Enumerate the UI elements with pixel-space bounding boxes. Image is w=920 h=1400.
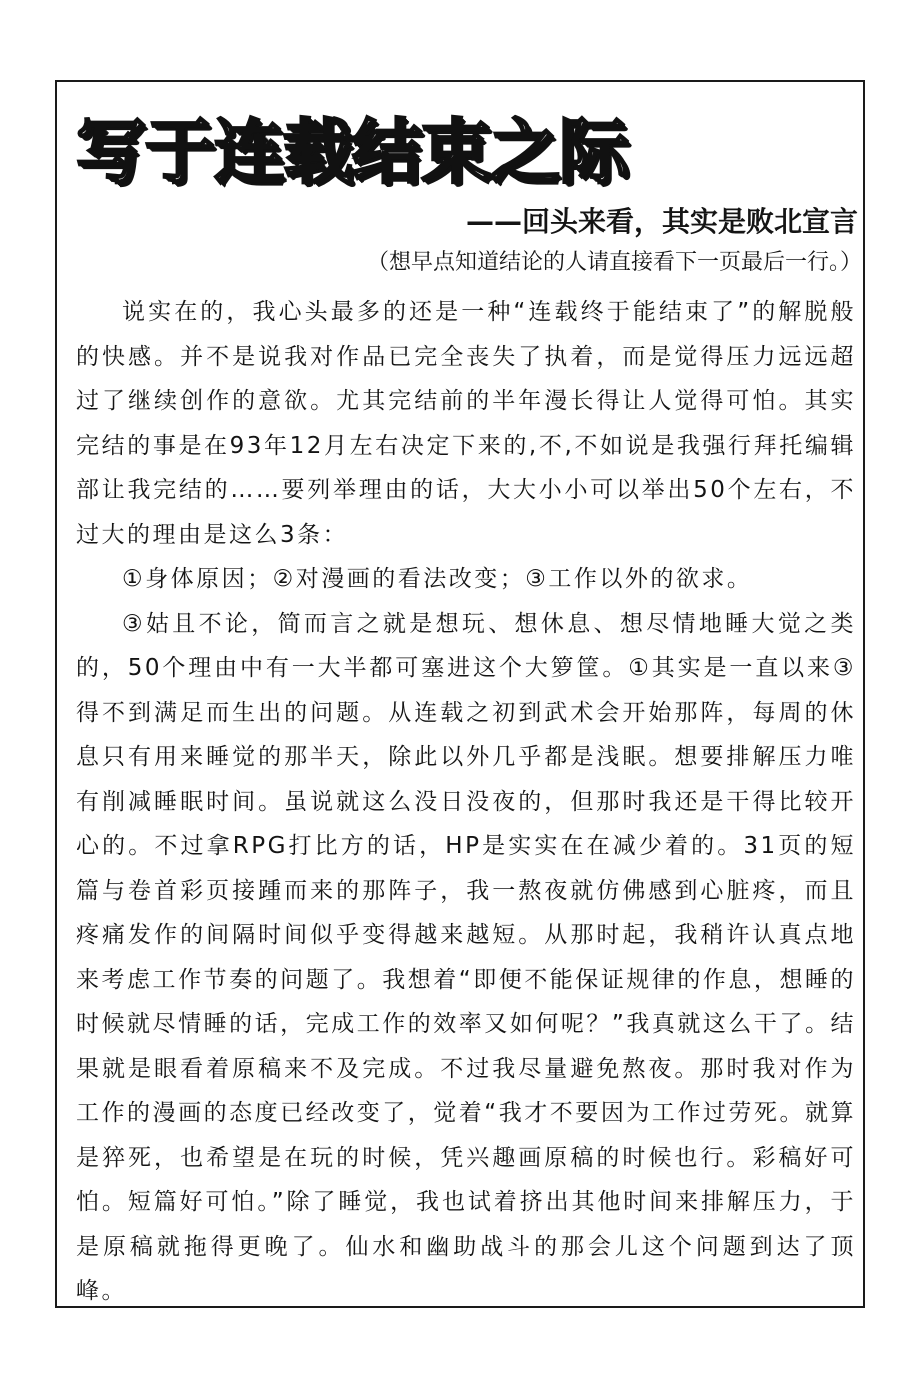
paragraph: ③姑且不论，简而言之就是想玩、想休息、想尽情地睡大觉之类的，50个理由中有一大半都可塞进这个大箩筐。①其实是一直以来③得不到满足而生出的问题。从连载之初到武术会开始那阵，每周的休息只有用来睡觉的那半天，除此以外几乎都是浅眠。想要排解压力唯有削减睡眠时间。虽说就这么没日没夜的，但那时我还是干得比较开心的。不过拿RPG打比方的话，HP是实实在在减少着的。31页的短篇与卷首彩页接踵而来的那阵子，我一熬夜就仿佛感到心脏疼，而且疼痛发作的间隔时间似乎变得越来越短。从那时起，我稍许认真点地来考虑工作节奏的问题了。我想着“即便不能保证规律的作息，想睡的时候就尽情睡的话，完成工作的效率又如何呢？”我真就这么干了。结果就是眼看着原稿来不及完成。不过我尽量避免熬夜。那时我对作为工作的漫画的态度已经改变了，觉着“我才不要因为工作过劳死。就算是猝死，也希望是在玩的时候，凭兴趣画原稿的时候也行。彩稿好可怕。短篇好可怕。”除了睡觉，我也试着挤出其他时间来排解压力，于是原稿就拖得更晚了。仙水和幽助战斗的那会儿这个问题到达了顶峰。 xyxy=(76,610,856,1304)
article-body xyxy=(76,290,856,1314)
paragraph: 说实在的，我心头最多的还是一种“连载终于能结束了”的解脱般的快感。并不是说我对作品已完全丧失了执着，而是觉得压力远远超过了继续创作的意欲。尤其完结前的半年漫长得让人觉得可怕。其实完结的事是在93年12月左右决定下来的,不,不如说是我强行拜托编辑部让我完结的……要列举理由的话，大大小小可以举出50个左右，不过大的理由是这么3条： xyxy=(76,299,856,548)
paragraph: ①身体原因；②对漫画的看法改变；③工作以外的欲求。 xyxy=(122,566,753,592)
page-title: 写于连载结束之际 xyxy=(76,111,628,193)
page-subtitle: ——回头来看，其实是败北宣言 xyxy=(465,205,858,238)
reader-note: （想早点知道结论的人请直接看下一页最后一行。） xyxy=(366,250,862,275)
